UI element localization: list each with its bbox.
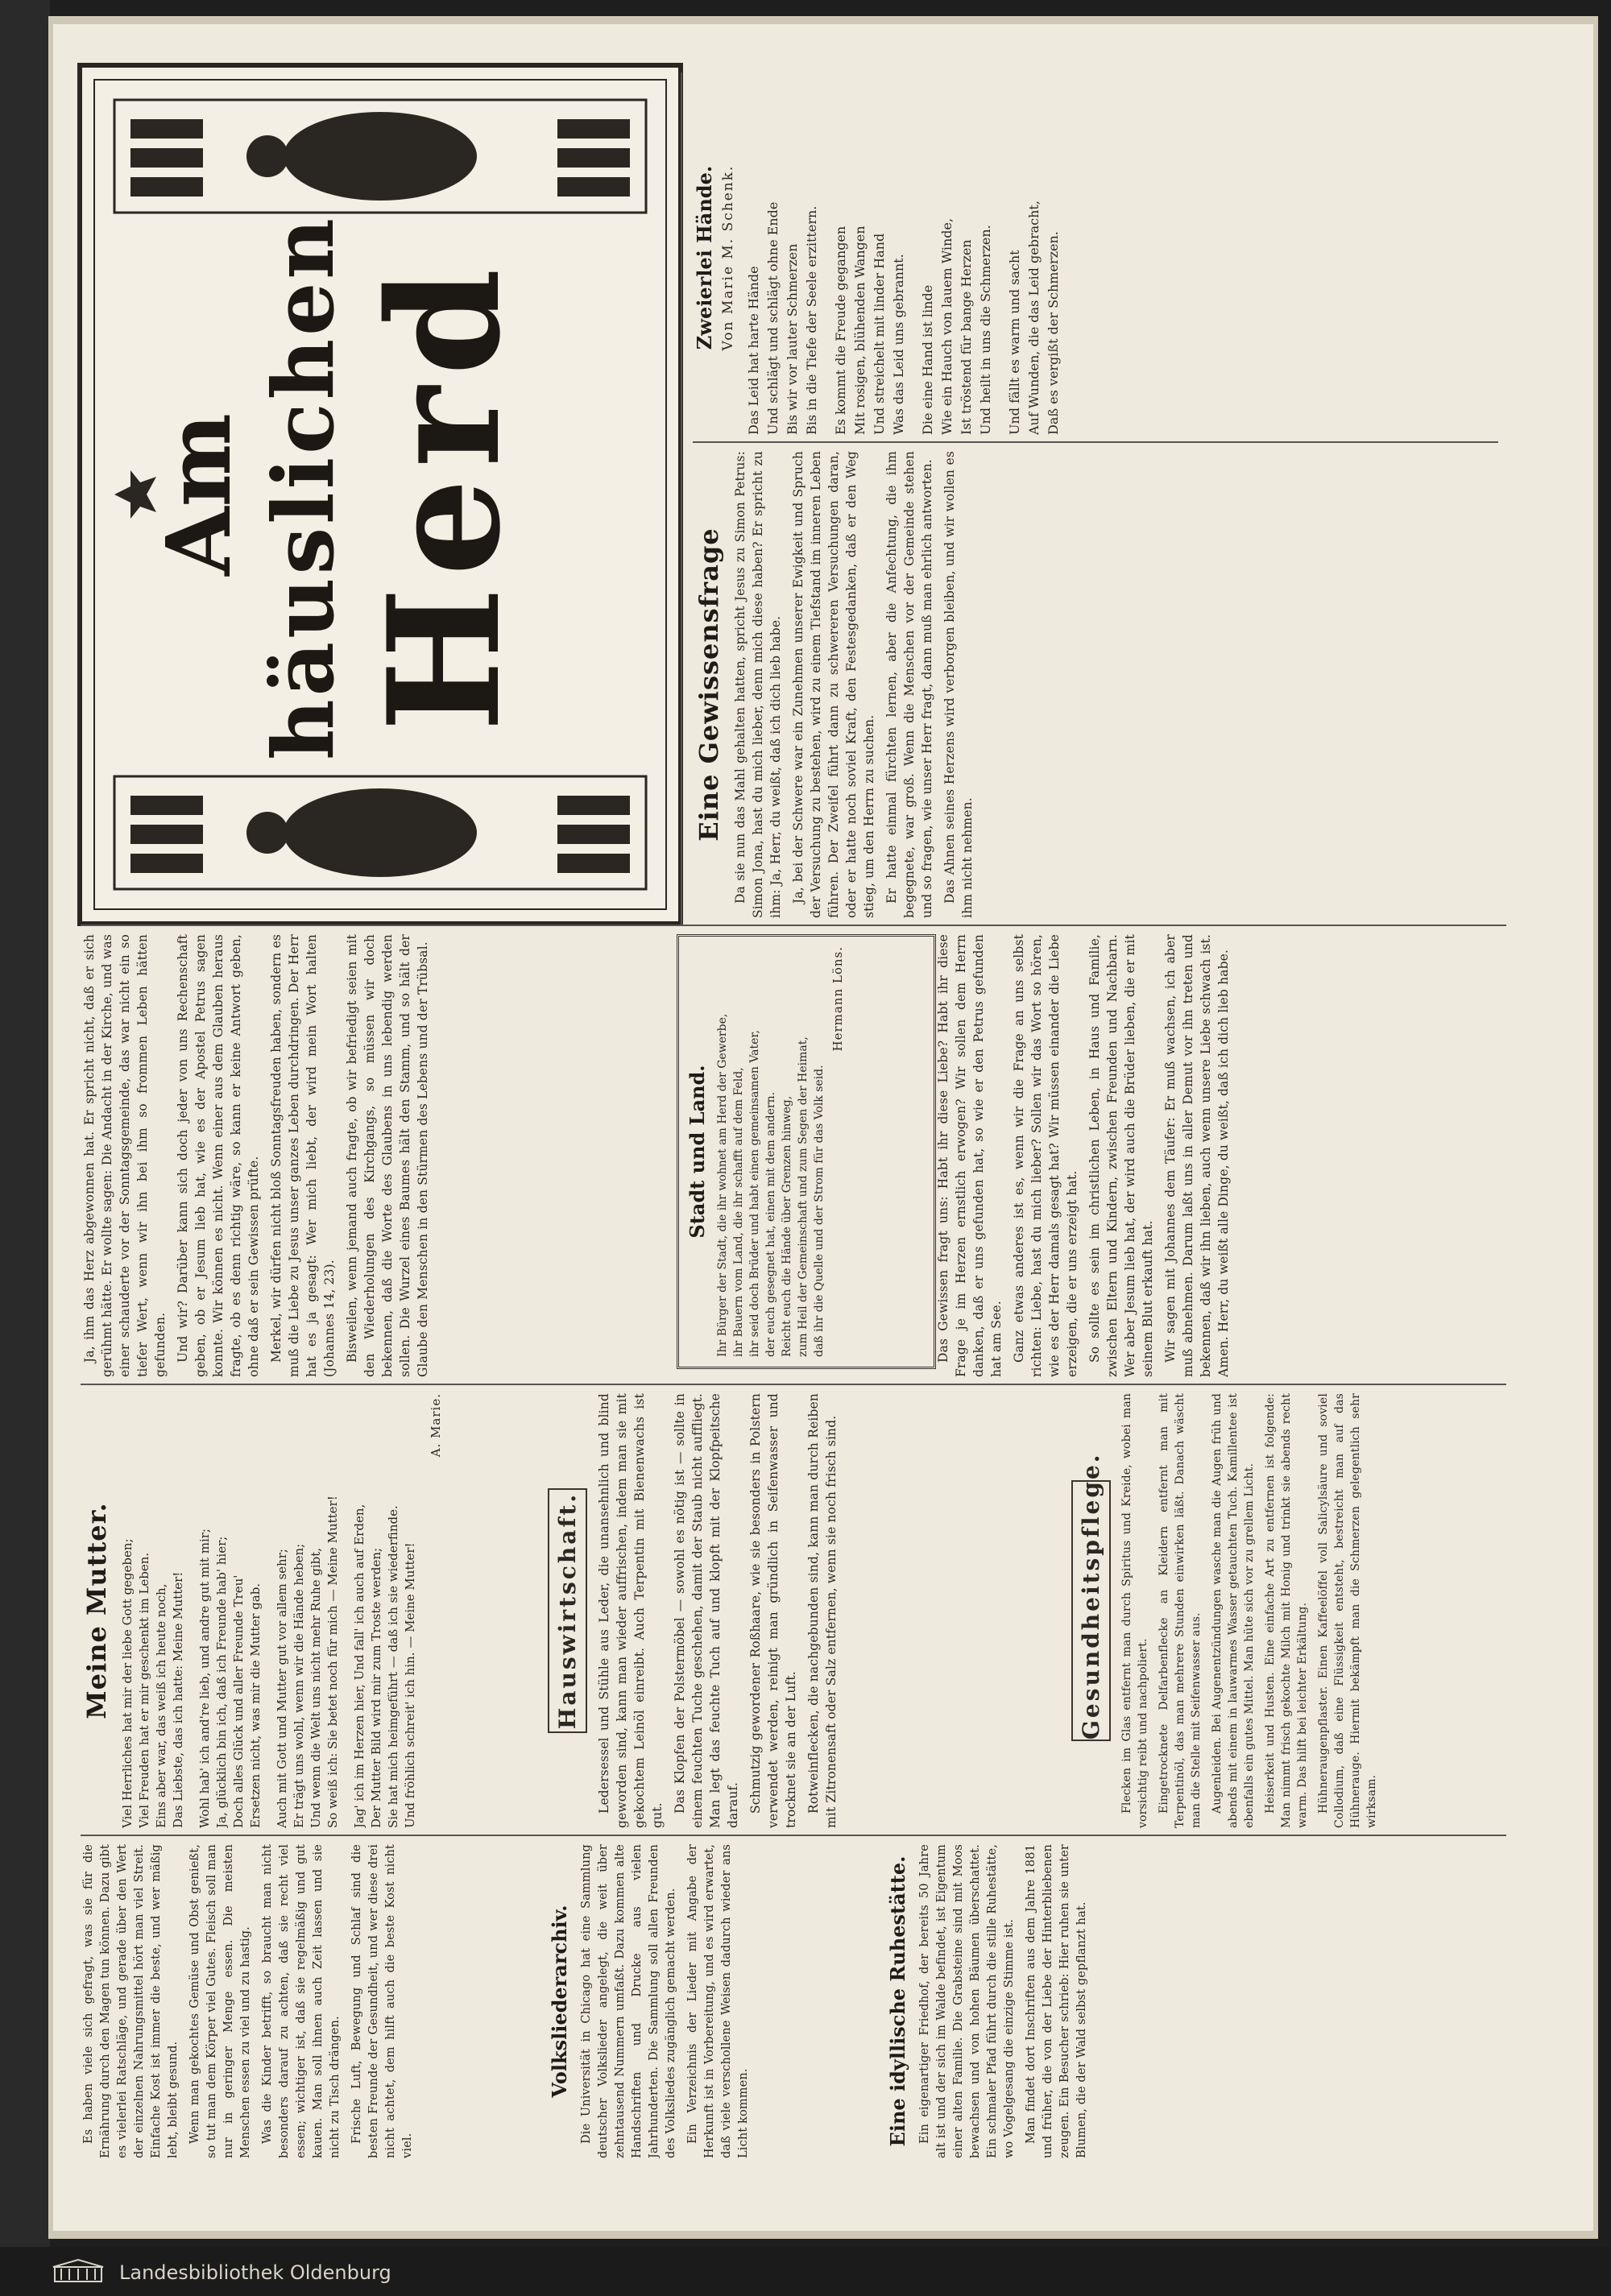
verse-line: So weiß ich: Sie betet noch für mich — Meine Mutter! — [325, 1496, 340, 1828]
section-body — [1119, 1393, 1380, 1828]
paragraph: Merkel, wir dürfen nicht bloß Sonntagsfreuden haben, sondern es muß die Liebe zu Jesus unser ganzes Leben durchdringen. Der Herr hat es ja gesagt: Wer mich liebt, der wird mein Wort halten (Johannes 14, 23). — [269, 934, 337, 1377]
hearth-title-line2: Herd — [354, 257, 534, 732]
verse-line: der euch gesegnet hat, einen mit dem andern. — [764, 1091, 777, 1357]
stanza — [1005, 81, 1063, 435]
paragraph: Flecken im Glas entfernt man durch Spiritus und Kreide, wobei man vorsichtig reibt und nachpoliert. — [1120, 1393, 1149, 1828]
section-body — [595, 1393, 840, 1828]
paragraph: Eingetrocknete Delfarbenflecke an Kleidern entfernt man mit Terpentinöl, das man mehrere Stunden einwirken läßt. Danach wäscht man die Stelle mit Seifenwasser aus. — [1158, 1393, 1203, 1828]
article-volksliederarchiv — [548, 1844, 870, 2158]
column-body — [934, 934, 1232, 1377]
poem-body — [744, 81, 1063, 435]
verse-line: Wohl hab' ich and're lieb, und andre gut mit mir; — [197, 1529, 212, 1828]
paragraph: Ledersessel und Stühle aus Leder, die unansehnlich und blind geworden sind, kann man wieder auffrischen, indem man sie mit gekochtem Leinöl einreibt. Auch Terpentin mit Bienenwachs ist gut. — [597, 1393, 665, 1828]
rule — [81, 1835, 1506, 1836]
verse-line: daß ihr die Quelle und der Strom für das Volk seid. — [813, 1065, 826, 1357]
verse-line: Viel Herrliches hat mir der liebe Gott gegeben; — [120, 1538, 135, 1828]
paragraph: Hühneraugenpflaster. Einen Kaffeelöffel voll Salicylsäure und soviel Collodium, daß eine Flüssigkeit entsteht, bestreicht man auf das Hühnerauge. Hiermit bekämpft man die Schmerzen gelegentlich sehr wirksam. — [1317, 1393, 1378, 1828]
rule — [81, 925, 1506, 926]
verse-line: Doch alles Glück und aller Freunde Treu' — [231, 1574, 246, 1828]
verse-line: Und wenn die Welt uns nicht mehr Ruhe gibt, — [309, 1547, 323, 1828]
verse-line: Es kommt die Freude gegangen — [833, 225, 848, 435]
verse-line: Ersetzen nicht, was mir die Mutter gab. — [248, 1582, 263, 1828]
poem-byline: Von Marie M. Schenk. — [720, 164, 736, 351]
column-body — [81, 934, 432, 1377]
library-label: Landesbibliothek Oldenburg — [119, 2261, 391, 2284]
verse-line: Ja, glücklich bin ich, daß ich Freunde hab' hier; — [214, 1536, 229, 1828]
paragraph: Das Gewissen fragt uns: Habt ihr diese Liebe? Habt ihr diese Frage je im Herzen ernstlich erwogen? Wir sollen dem Herrn danken, daß er uns gefunden hat, so wie er den Petrus gefunden hat am See. — [936, 934, 1004, 1377]
poem-zweierlei — [693, 81, 1208, 435]
rule — [693, 441, 1498, 443]
poem-signature: Hermann Löns. — [830, 946, 845, 1052]
article-title: Volksliederarchiv. — [548, 1905, 571, 2098]
verse-line: Das Leid hat harte Hände — [746, 266, 761, 435]
article-title: Eine Gewissensfrage — [694, 527, 724, 842]
verse-line: Und streichelt mit linder Hand — [872, 233, 887, 435]
verse-line: Sie hat mich heimgeführt — daß ich sie wiederfinde. — [386, 1505, 400, 1828]
verse-line: Was das Leid uns gebrannt. — [891, 254, 906, 435]
hearth-header — [77, 63, 683, 926]
poem-body — [119, 1393, 419, 1828]
paragraph: Frische Luft, Bewegung und Schlaf sind die besten Freunde der Gesundheit, und wer diese drei nicht achtet, dem hilft auch die beste Kost nicht viel. — [350, 1844, 414, 2158]
stanza — [918, 81, 996, 435]
verse-line: zum Heil der Gemeinschaft und zum Segen der Heimat, — [797, 1036, 810, 1357]
paragraph: Wenn man gekochtes Gemüse und Obst genießt, so tut man dem Körper viel Gutes. Fleisch soll man nur in geringer Menge essen. Die meisten Menschen essen zu viel und zu hastig. — [188, 1844, 252, 2158]
verse-line: Auch mit Gott und Mutter gut vor allem sehr; — [275, 1549, 289, 1828]
article-body — [578, 1844, 752, 2158]
stanza — [197, 1393, 264, 1828]
verse-line: Die eine Hand ist linde — [920, 284, 935, 435]
paragraph: Bisweilen, wenn jemand auch fragte, ob wir befriedigt seien mit den Wiederholungen des Kirchgangs, so müssen wir doch bekennen, daß die Worte des Glaubens in uns lebendig werden sollen. Die Wurzel eines Baumes hält den Stamm, und so hält der Glaube den Menschen in den Stürmen des Lebens und der Trübsal. — [345, 934, 430, 1377]
hearth-title — [147, 215, 534, 760]
paragraph: Augenleiden. Bei Augenentzündungen wasche man die Augen früh und abends mit einem in lauwarmes Wasser getauchten Tuch. Kamillentee ist ebenfalls ein gutes Mittel. Man hüte sich vor zu grellem Licht. — [1211, 1393, 1256, 1828]
paragraph: Das Klopfen der Polstermöbel — sowohl es nötig ist — sollte in einem feuchten Tuche geschehen, damit der Staub nicht auffliegt. Man legt das feuchte Tuch auf und klopft mit der Klopfpeitsche darauf. — [673, 1393, 740, 1828]
rule — [81, 1384, 1506, 1385]
paragraph: Was die Kinder betrifft, so braucht man nicht besonders darauf zu achten, daß sie recht viel essen; wichtiger ist, daß sie regelmäßig und gut kauen. Man soll ihnen auch Zeit lassen und sie nicht zu Tisch drängen. — [261, 1844, 342, 2158]
poem-title: Zweierlei Hände. — [693, 165, 716, 350]
stanza — [119, 1393, 187, 1828]
stanza — [351, 1393, 419, 1828]
paragraph: Ein eigenartiger Friedhof, der bereits 50 Jahre alt ist und der sich im Walde befindet, ist Eigentum einer alten Familie. Die Grabsteine sind mit Moos bewachsen und von hohen Bäumen überschattet. Ein schmaler Pfad führt durch die stille Ruhestätte, wo Vogelgesang die einzige Stimme ist. — [918, 1844, 1016, 2158]
paragraph: So sollte es sein im christlichen Leben, in Haus und Familie, zwischen Eltern und Kindern, zwischen Freunden und Nachbarn. Wer aber Jesum lieb hat, der wird auch die Brüder lieben, die er mit seinem Blut erkauft hat. — [1087, 934, 1155, 1377]
verse-line: Das Liebste, das ich hatte: Meine Mutter! — [171, 1571, 185, 1828]
library-building-icon — [50, 2257, 106, 2285]
column-top-right — [81, 934, 644, 1377]
article-gewissensfrage — [693, 451, 1506, 918]
hearth-title-pre: Am — [147, 413, 251, 576]
paragraph: Und wir? Darüber kann sich doch jeder von uns Rechenschaft geben, ob er Jesum lieb hat, wie es der Apostel Petrus sagen konnte. Wir können es nicht. Wenn einer aus dem Glauben heraus fragte, ob es denn richtig wäre, so kann er keine Antwort geben, ohne daß er sein Gewissen prüfte. — [176, 934, 261, 1377]
rule — [681, 72, 682, 926]
stanza — [831, 81, 909, 435]
section-title: Hauswirtschaft. — [548, 1488, 587, 1733]
verse-line: Und fröhlich schreit' ich hin. — Meine Mutter! — [403, 1542, 417, 1828]
poem-title: Meine Mutter. — [81, 1502, 112, 1719]
verse-line: Wie ein Hauch von lauem Winde, — [939, 217, 955, 435]
hearth-title-line1: häuslichen — [254, 215, 353, 760]
stanza — [274, 1393, 342, 1828]
paragraph: Heiserkeit und Husten. Eine einfache Art zu entfernen ist folgende: Man nimmt frisch gekochte Milch mit Honig und trinkt sie abends recht warm. Das hilft bei leichter Erkältung. — [1264, 1393, 1309, 1828]
column-top-far — [934, 934, 1506, 1377]
paragraph: Da sie nun das Mahl gehalten hatten, spricht Jesus zu Simon Petrus: Simon Jona, hast du mich lieber, denn mich diese haben? Er spricht zu ihm: Ja, Herr, du weißt, daß ich dich lieb habe. — [733, 451, 783, 918]
paragraph: Rotweinflecken, die nachgebunden sind, kann man durch Reiben mit Zitronensaft oder Salz entfernen, wenn sie noch frisch sind. — [806, 1393, 839, 1828]
poem-body — [714, 946, 827, 1357]
verse-line: Der Mutter Bild wird mir zum Troste werden; — [369, 1547, 383, 1828]
verse-line: Bis in die Tiefe der Seele erzittern. — [804, 205, 819, 435]
poem-meine-mutter — [81, 1393, 532, 1828]
verse-line: Auf Wunden, die das Leid gebracht, — [1026, 201, 1042, 435]
paragraph: Ein Verzeichnis der Lieder mit Angabe der Herkunft ist in Vorbereitung, und es wird erwartet, daß viele verschollene Weisen dadurch wieder ans Licht kommen. — [686, 1844, 750, 2158]
verse-line: Eins aber war, das weiß ich heute noch, — [154, 1583, 168, 1828]
verse-line: Und fällt es warm und sacht — [1007, 250, 1022, 435]
verse-line: Er trägt uns wohl, wenn wir die Hände heben; — [292, 1543, 306, 1828]
verse-line: ihr seid doch Brüder und habt einen gemeinsamen Vater, — [748, 1029, 761, 1357]
verse-line: Und heilt in uns die Schmerzen. — [978, 225, 993, 435]
paragraph: Man findet dort Inschriften aus dem Jahre 1881 und früher, die von der Liebe der Hinterbliebenen zeugen. Ein Besucher schrieb: Hier ruhen sie unter Blumen, die der Wald selbst gepflanzt hat. — [1025, 1844, 1088, 2158]
poem-stadt-und-land — [677, 934, 936, 1369]
section-gesundheitspflege — [1071, 1393, 1506, 1828]
paragraph: Das Ahnen seines Herzens wird verborgen bleiben, und wir wollen es ihm nicht nehmen. — [942, 451, 975, 918]
article-ruhestaette — [886, 1844, 1506, 2158]
verse-line: Jag' ich im Herzen hier, Und fall' ich auch auf Erden, — [352, 1504, 367, 1828]
verse-line: Bis wir vor lauter Schmerzen — [785, 243, 800, 435]
paragraph: Es haben viele sich gefragt, was sie für die Ernährung durch den Magen tun können. Dazu gibt es vielerlei Ratschläge, und gerade über den Wert der einzelnen Nahrungsmittel hört man viel Streit. Einfache Kost ist immer die beste, und wer mäßig lebt, bleibt gesund. — [82, 1844, 180, 2158]
verse-line: ihr Bauern vom Land, die ihr schafft auf dem Feld, — [732, 1067, 745, 1357]
verse-line: Ihr Bürger der Stadt, die ihr wohnet am Herd der Gewerbe, — [716, 1013, 729, 1357]
section-title: Gesundheitspflege. — [1071, 1480, 1111, 1741]
stanza — [744, 81, 822, 435]
article-body — [917, 1844, 1091, 2158]
paragraph: Schmutzig gewordener Roßhaare, wie sie besonders in Polstern verwendet werden, reinigt man gründlich in Seifenwasser und trocknet sie an der Luft. — [748, 1393, 798, 1828]
article-title: Eine idyllische Ruhestätte. — [886, 1855, 909, 2147]
paragraph: Ja, bei der Schwere war ein Zunehmen unserer Ewigkeit und Spruch der Versuchung zu bestehen, wird zu einem Tiefstand im inneren Leben führen. Der Zweifel führt dann zu schwereren Versuchungen daran, oder er hatte noch soviel Kraft, den Festesgedanken, daß er den Weg stieg, um den Herrn zu suchen. — [791, 451, 876, 918]
section-hauswirtschaft — [548, 1393, 1063, 1828]
verse-line: Daß es vergißt der Schmerzen. — [1046, 231, 1061, 435]
column-body — [81, 1844, 416, 2158]
paragraph: Ganz etwas anderes ist es, wenn wir die Frage an uns selbst richten: Liebe, hast du mich lieber? Sollen wir das Wort so hören, wie es der Herr damals gesagt hat? Wir müssen einander die Liebe erzeigen, die er uns erzeigt hat. — [1012, 934, 1079, 1377]
verse-line: Ist tröstend für bange Herzen — [959, 239, 974, 435]
verse-line: Reicht euch die Hände über Grenzen hinweg, — [781, 1095, 793, 1357]
paragraph: Wir sagen mit Johannes dem Täufer: Er muß wachsen, ich aber muß abnehmen. Darum laßt uns in aller Demut vor ihn treten und bekennen, daß wir ihn lieben, auch wenn unsere Liebe schwach ist. Amen. Herr, du weißt alle Dinge, du weißt, daß ich dich lieb habe. — [1163, 934, 1231, 1377]
verse-line: Mit rosigen, blühenden Wangen — [852, 225, 868, 435]
poem-signature: A. Marie. — [429, 1393, 443, 1458]
paragraph: Die Universität in Chicago hat eine Sammlung deutscher Volkslieder angelegt, die weit über zehntausend Nummern umfaßt. Dazu kommen alte Handschriften und Drucke aus vielen Jahrhunderten. Die Sammlung soll allen Freunden des Volksliedes zugänglich gemacht werden. — [580, 1844, 677, 2158]
verse-line: Viel Freuden hat er mir geschenkt im Leben. — [137, 1552, 151, 1828]
paragraph: Ja, ihm das Herz abgewonnen hat. Er spricht nicht, daß er sich gerühmt hätte. Er wollte sagen: Die Andacht in der Kirche, und was einer schauderte vor der Sonntagsgemeinde, das war nicht ein so tiefer Wert, wenn wir ihn bei ihm so frommen Leben hätten gefunden. — [82, 934, 168, 1377]
poem-title: Stadt und Land. — [685, 1065, 709, 1239]
column-mid-left — [81, 1844, 532, 2158]
paragraph: Er hatte einmal fürchten lernen, aber die Anfechtung, die ihm begegnete, war groß. Wenn die Menschen vor der Gemeinde stehen und so fragen, wie unser Herr fragt, dann muß man ehrlich antworten. — [884, 451, 934, 918]
article-body — [731, 451, 976, 918]
verse-line: Und schlägt und schlägt ohne Ende — [765, 201, 781, 435]
